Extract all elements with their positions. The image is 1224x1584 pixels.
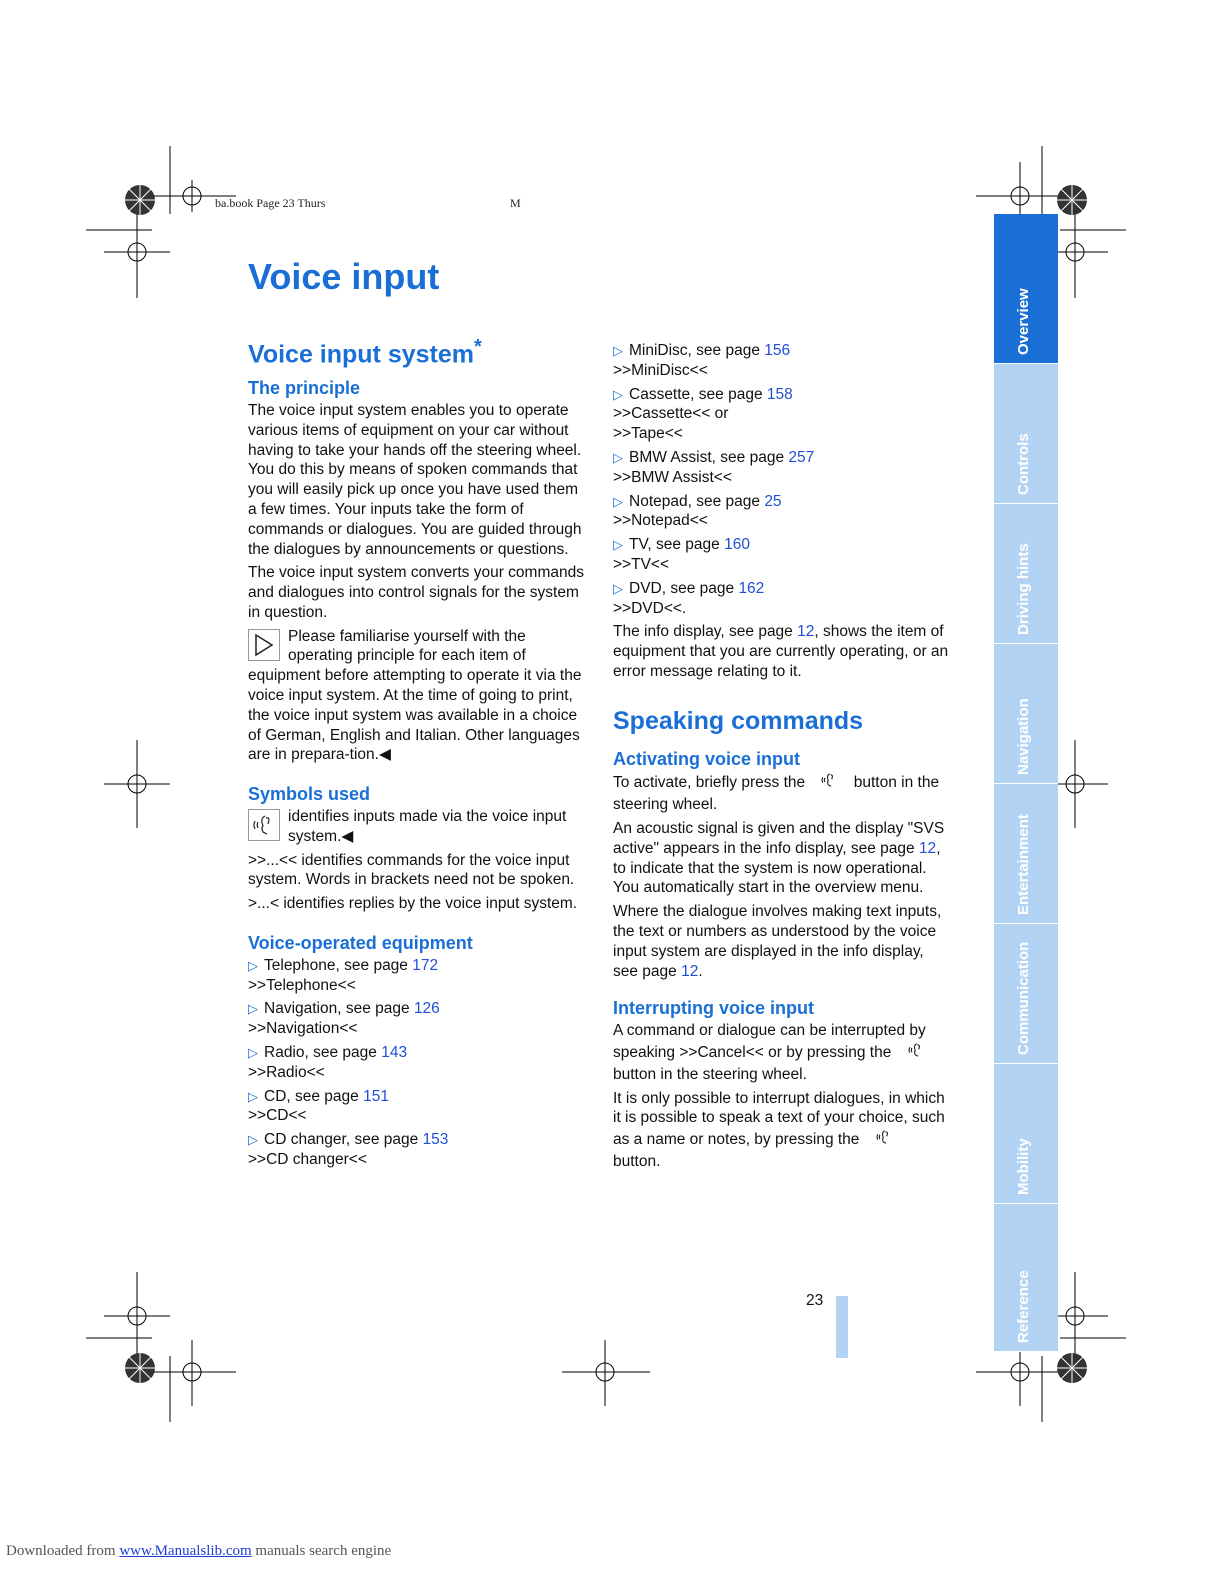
tab-mobility[interactable]: Mobility [994, 1064, 1058, 1204]
manualslib-link[interactable]: www.Manualslib.com [119, 1543, 252, 1559]
note-triangle-icon [248, 629, 280, 661]
page-link[interactable]: 12 [681, 962, 699, 980]
page-link[interactable]: 156 [764, 342, 791, 359]
symbol-replies-paragraph: >...< identifies replies by the voice input system. [248, 895, 578, 913]
item-label: TV, see page [629, 536, 725, 554]
list-item [613, 448, 953, 488]
voice-command: >>TV<< [613, 555, 670, 573]
item-label: CD changer, see page [264, 1131, 423, 1149]
page-number-bar [836, 1296, 848, 1358]
page-link[interactable]: 12 [797, 623, 815, 641]
heading-interrupting-voice-input: Interrupting voice input [613, 998, 814, 1019]
list-item [613, 385, 953, 444]
info-display-paragraph: The info display, see page 12, shows the item of equipment that you are currently operating, or an error message relating to it. [613, 623, 949, 680]
tab-communication[interactable]: Communication [994, 924, 1058, 1064]
list-item [613, 341, 953, 381]
voice-command: >>Radio<< [248, 1063, 325, 1081]
activating-paragraph-2: An acoustic signal is given and the display "SVS active" appears in the info display, see page 12, to indicate that the system is now operational. You automatically start in the overview menu. [613, 819, 945, 897]
tab-entertainment[interactable]: Entertainment [994, 784, 1058, 924]
chapter-tabs [994, 214, 1058, 1352]
bullet-triangle-icon: ▷ [613, 493, 623, 509]
bullet-triangle-icon: ▷ [613, 580, 623, 596]
item-label: Navigation, see page [264, 1000, 414, 1018]
voice-command: >>Telephone<< [248, 976, 356, 994]
heading-activating-voice-input: Activating voice input [613, 748, 801, 769]
voice-button-icon [809, 771, 849, 795]
bullet-triangle-icon: ▷ [248, 1132, 258, 1148]
end-mark-icon: ◀ [378, 746, 391, 764]
list-item [248, 956, 590, 996]
list-item [613, 579, 953, 619]
item-label: Notepad, see page [629, 492, 765, 510]
heading-principle: The principle [248, 378, 361, 399]
page-link[interactable]: 162 [738, 579, 765, 597]
bullet-triangle-icon: ▷ [248, 1045, 258, 1061]
bullet-triangle-icon: ▷ [248, 1088, 258, 1104]
note-paragraph: Please familiarise yourself with the operating principle for each item of equipment before attempting to operate it via the voice input system. At the time of going to print, the voice input system was available in a choice of German, English and Italian. Other languages are in prepara-tion.◀ [248, 627, 582, 764]
list-item [248, 1087, 590, 1127]
tab-driving-hints[interactable]: Driving hints [994, 504, 1058, 644]
voice-command: >>CD changer<< [248, 1151, 367, 1169]
voice-command: >>BMW Assist<< [613, 468, 732, 486]
page-link[interactable]: 151 [363, 1087, 389, 1105]
list-item [613, 535, 953, 575]
symbol-commands-paragraph: >>...<< identifies commands for the voice input system. Words in brackets need not be spoken. [248, 851, 575, 889]
list-item [248, 999, 590, 1039]
equipment-list [248, 956, 590, 1170]
voice-button-icon [248, 809, 280, 841]
page-number: 23 [806, 1292, 824, 1309]
page-link[interactable]: 12 [918, 839, 937, 857]
book-stamp: ba.book Page 23 Thurs [215, 196, 326, 210]
tab-navigation[interactable]: Navigation [994, 644, 1058, 784]
list-item [613, 492, 953, 532]
page-link[interactable]: 25 [764, 492, 782, 510]
tab-reference[interactable]: Reference [994, 1204, 1058, 1352]
bullet-triangle-icon: ▷ [613, 386, 623, 402]
voice-command: >>MiniDisc<< [613, 361, 708, 379]
bullet-triangle-icon: ▷ [248, 957, 258, 973]
heading-voice-operated-equipment: Voice-operated equipment [248, 933, 473, 954]
equipment-list-continued [613, 341, 953, 618]
voice-command: >>DVD<<. [613, 599, 687, 617]
page-link[interactable]: 160 [724, 536, 750, 554]
voice-button-icon [896, 1041, 936, 1065]
right-column [613, 341, 953, 1176]
voice-command: >>Tape<< [613, 425, 683, 443]
page-link[interactable]: 257 [788, 448, 815, 466]
bullet-triangle-icon: ▷ [248, 1001, 258, 1017]
interrupting-paragraph-1: A command or dialogue can be interrupted by speaking >>Cancel<< or by pressing the button in the steering wheel. [613, 1021, 953, 1084]
left-column [248, 338, 590, 1174]
tab-controls[interactable]: Controls [994, 364, 1058, 504]
symbol-voice-paragraph: identifies inputs made via the voice input system.◀ [248, 807, 590, 847]
bullet-triangle-icon: ▷ [613, 343, 623, 358]
item-label: Telephone, see page [264, 956, 413, 974]
item-label: MiniDisc, see page [629, 342, 765, 359]
activating-paragraph-3: Where the dialogue involves making text inputs, the text or numbers as understood by the voice input system are displayed in the info display, see page 12. [613, 903, 942, 980]
voice-command: >>Notepad<< [613, 512, 708, 530]
download-footer: Downloaded from www.Manualslib.com manuals search engine [6, 1543, 392, 1559]
page-link[interactable]: 172 [412, 956, 439, 974]
section-title-speaking-commands: Speaking commands [613, 706, 864, 735]
item-label: BMW Assist, see page [629, 448, 789, 466]
voice-command: >>Cassette<< or [613, 405, 729, 423]
principle-paragraph-1: The voice input system enables you to operate various items of equipment on your car without having to take your hands off the steering wheel. You do this by means of spoken commands that you will easily pick up once you have used them a few times. Your inputs take the form of commands or dialogues. You are guided through the dialogues by announcements or questions. [248, 401, 582, 558]
tab-overview[interactable]: Overview [994, 214, 1058, 364]
heading-symbols-used: Symbols used [248, 784, 371, 805]
page-link[interactable]: 153 [422, 1131, 449, 1149]
page-link[interactable]: 143 [381, 1044, 408, 1062]
section-title-voice-input-system: Voice input system* [248, 336, 482, 369]
page-title: Voice input [248, 256, 440, 297]
bullet-triangle-icon: ▷ [613, 449, 623, 465]
activating-paragraph-1: To activate, briefly press the button in the steering wheel. [613, 771, 953, 815]
list-item [248, 1130, 590, 1170]
interrupting-paragraph-2: It is only possible to interrupt dialogues, in which it is possible to speak a text of your choice, such as a name or notes, by pressing the button. [613, 1089, 945, 1170]
voice-command: >>CD<< [248, 1107, 307, 1125]
item-label: Cassette, see page [629, 385, 767, 403]
list-item [248, 1043, 590, 1083]
principle-paragraph-2: The voice input system converts your commands and dialogues into control signals for the system in question. [248, 564, 584, 621]
voice-button-icon [864, 1128, 904, 1152]
item-label: Radio, see page [264, 1044, 382, 1062]
voice-command: >>Navigation<< [248, 1020, 358, 1038]
page-link[interactable]: 126 [413, 1000, 440, 1018]
end-mark-icon: ◀ [341, 827, 354, 845]
page-link[interactable]: 158 [766, 385, 793, 403]
book-stamp-letter: M [510, 196, 521, 210]
item-label: DVD, see page [629, 579, 739, 597]
bullet-triangle-icon: ▷ [613, 537, 623, 553]
item-label: CD, see page [264, 1087, 364, 1105]
